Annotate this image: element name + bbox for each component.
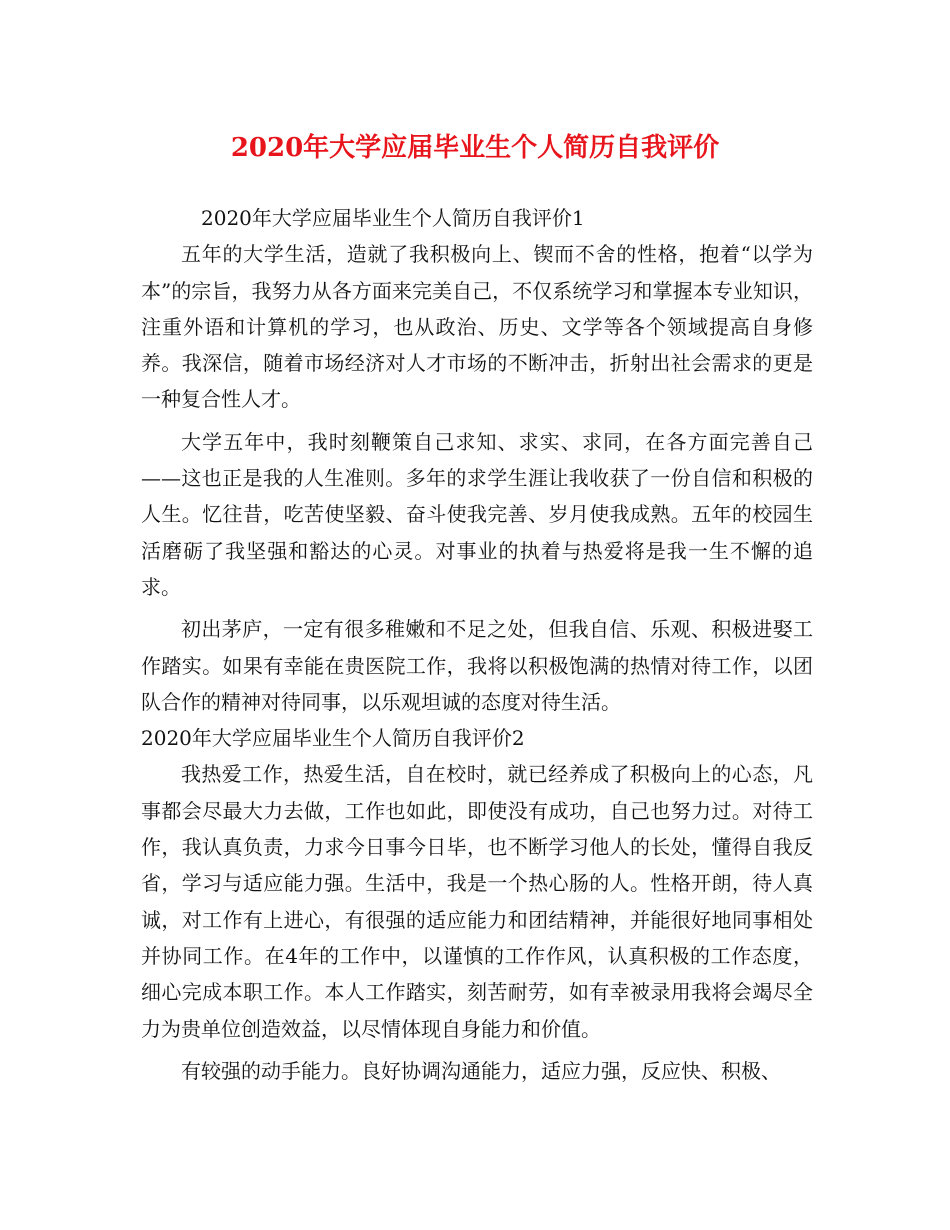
paragraph: 初出茅庐，一定有很多稚嫩和不足之处，但我自信、乐观、积极进娶工作踏实。如果有幸能在贵医院工作，我将以积极饱满的热情对待工作，以团队合作的精神对待同事，以乐观坦诚的态度对待生活。 — [141, 617, 813, 714]
paragraph: 五年的大学生活，造就了我积极向上、锲而不舍的性格，抱着“以学为本”的宗旨，我努力从各方面来完美自己，不仅系统学习和掌握本专业知识，注重外语和计算机的学习，也从政治、历史、文学等各个领域提高自身修养。我深信，随着市场经济对人才市场的不断冲击，折射出社会需求的更是一种复合性人才。 — [141, 242, 813, 412]
document-title: 2020年大学应届毕业生个人简历自我评价 — [230, 133, 720, 163]
paragraph: 我热爱工作，热爱生活，自在校时，就已经养成了积极向上的心态，凡事都会尽最大力去做，工作也如此，即使没有成功，自己也努力过。对待工作，我认真负责，力求今日事今日毕，也不断学习他人的长处，懂得自我反省，学习与适应能力强。生活中，我是一个热心肠的人。性格开朗，待人真诚，对工作有上进心，有很强的适应能力和团结精神，并能很好地同事相处并协同工作。在4年的工作中，以谨慎的工作作风，认真积极的工作态度，细心完成本职工作。本人工作踏实，刻苦耐劳，如有幸被录用我将会竭尽全力为贵单位创造效益，以尽情体现自身能力和价值。 — [141, 762, 813, 1041]
section2-heading: 2020年大学应届毕业生个人简历自我评价2 — [141, 726, 525, 751]
section1-heading: 2020年大学应届毕业生个人简历自我评价1 — [201, 206, 585, 230]
document-body — [141, 200, 813, 1089]
paragraph: 大学五年中，我时刻鞭策自己求知、求实、求同，在各方面完善自己——这也正是我的人生准则。多年的求学生涯让我收获了一份自信和积极的人生。忆往昔，吃苦使坚毅、奋斗使我完善、岁月使我成熟。五年的校园生活磨砺了我坚强和豁达的心灵。对事业的执着与热爱将是我一生不懈的追求。 — [141, 429, 813, 599]
paragraph: 有较强的动手能力。良好协调沟通能力，适应力强，反应快、积极、 — [181, 1058, 781, 1083]
